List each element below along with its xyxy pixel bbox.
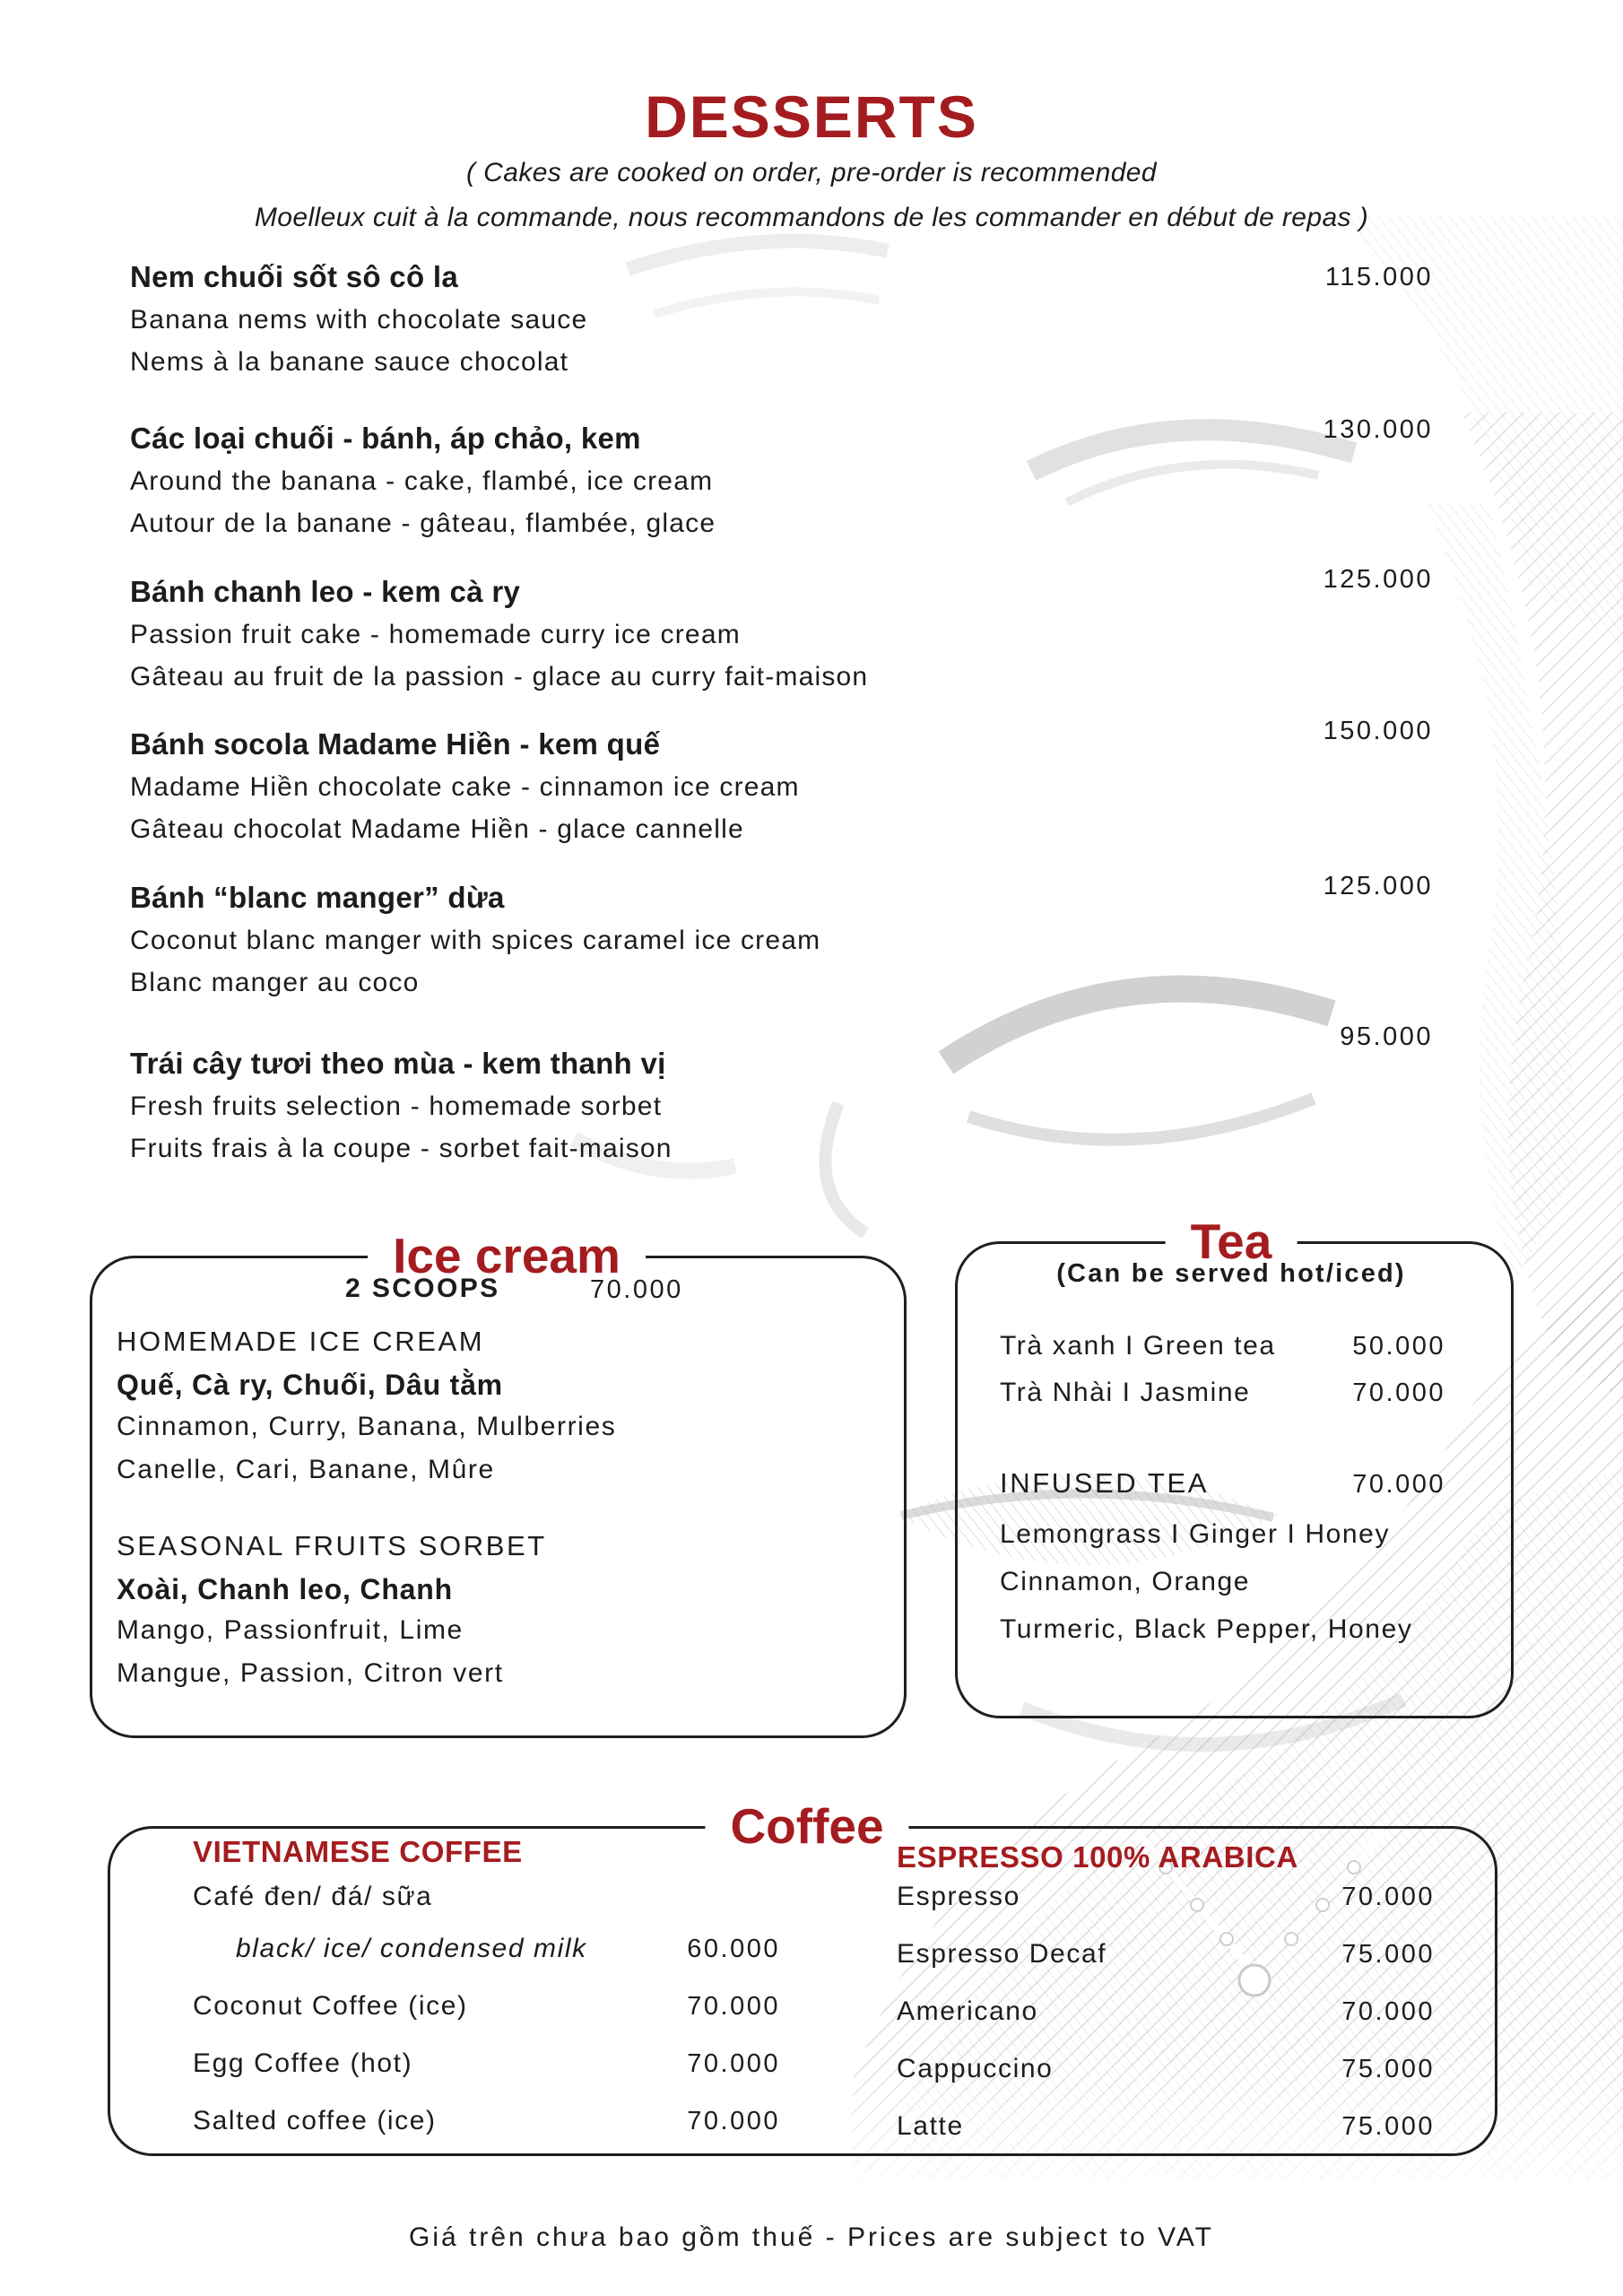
coffee-item-row [897, 2111, 1435, 2142]
ice-cream-section-title: Ice cream [368, 1227, 646, 1284]
vietnamese-coffee-heading: VIETNAMESE COFFEE [193, 1835, 523, 1868]
coffee-item-price: 75.000 [1341, 1940, 1435, 1969]
coffee-item-row [897, 1939, 1435, 1970]
dessert-name-vi: Trái cây tươi theo mùa - kem thanh vị [130, 1047, 666, 1080]
infused-tea-line: Turmeric, Black Pepper, Honey [1000, 1614, 1413, 1644]
dessert-item [130, 570, 868, 698]
tea-item-name: Trà xanh I Green tea [1000, 1331, 1276, 1361]
infused-tea-price: 70.000 [1352, 1470, 1445, 1499]
ice-cream-flavors-vi: Quế, Cà ry, Chuối, Dâu tằm [117, 1369, 503, 1401]
coffee-item-row [897, 1996, 1435, 2027]
sorbet-flavors-en: Mango, Passionfruit, Lime [117, 1615, 464, 1645]
coffee-item-sub: black/ ice/ condensed milk [236, 1934, 587, 1963]
dessert-name-fr: Gâteau au fruit de la passion - glace au curry fait-maison [130, 662, 869, 691]
sorbet-group-label: SEASONAL FRUITS SORBET [117, 1530, 547, 1561]
coffee-item-price: 70.000 [1341, 1997, 1435, 2026]
header-note-fr: Moelleux cuit à la commande, nous recommandons de les commander en début de repas ) [254, 203, 1369, 232]
infused-tea-label: INFUSED TEA [1000, 1467, 1210, 1499]
dessert-name-vi: Bánh socola Madame Hiền - kem quế [130, 727, 661, 761]
dessert-name-en: Madame Hiền chocolate cake - cinnamon ice cream [130, 772, 800, 802]
infused-tea-line: Cinnamon, Orange [1000, 1567, 1251, 1596]
header-note-en: ( Cakes are cooked on order, pre-order is recommended [466, 158, 1157, 187]
coffee-item-row [193, 2106, 780, 2136]
dessert-name-en: Fresh fruits selection - homemade sorbet [130, 1091, 663, 1121]
infused-tea-row [1000, 1467, 1445, 1500]
coffee-section-title: Coffee [705, 1797, 908, 1855]
tea-item-row [1000, 1378, 1445, 1408]
dessert-price: 115.000 [1324, 263, 1433, 291]
dessert-price: 150.000 [1323, 717, 1433, 745]
coffee-item-name: Egg Coffee (hot) [193, 2048, 413, 2078]
sorbet-flavors-vi: Xoài, Chanh leo, Chanh [117, 1573, 453, 1605]
page-title: DESSERTS [645, 83, 978, 150]
coffee-item-row [193, 1991, 780, 2022]
dessert-item [130, 417, 716, 544]
scoops-price: 70.000 [590, 1275, 683, 1304]
tea-item-price: 70.000 [1352, 1378, 1445, 1407]
dessert-price: 125.000 [1323, 872, 1433, 900]
dessert-name-en: Banana nems with chocolate sauce [130, 305, 588, 335]
coffee-item-price: 60.000 [687, 1935, 780, 1963]
coffee-item-row [193, 2048, 780, 2079]
dessert-name-vi: Nem chuối sốt sô cô la [130, 260, 459, 293]
dessert-name-fr: Nems à la banane sauce chocolat [130, 347, 569, 377]
ice-cream-flavors-en: Cinnamon, Curry, Banana, Mulberries [117, 1412, 617, 1441]
tea-item-name: Trà Nhài I Jasmine [1000, 1378, 1251, 1407]
scoops-label: 2 SCOOPS [345, 1274, 500, 1303]
dessert-name-en: Passion fruit cake - homemade curry ice cream [130, 620, 741, 649]
coffee-item-name: Latte [897, 2111, 964, 2141]
infused-tea-line: Lemongrass I Ginger I Honey [1000, 1519, 1391, 1549]
coffee-item-name: Salted coffee (ice) [193, 2106, 437, 2135]
dessert-name-vi: Bánh chanh leo - kem cà ry [130, 575, 521, 608]
coffee-item-price: 70.000 [687, 2049, 780, 2078]
coffee-item-name: Café đen/ đá/ sữa [193, 1882, 433, 1911]
dessert-name-fr: Blanc manger au coco [130, 968, 420, 997]
coffee-item-name: Espresso Decaf [897, 1939, 1107, 1969]
coffee-item-name: Cappuccino [897, 2054, 1054, 2083]
coffee-item-name: Americano [897, 1996, 1038, 2026]
coffee-item-row [897, 1882, 1435, 1912]
coffee-item-price: 75.000 [1341, 2112, 1435, 2141]
coffee-item-row [897, 2054, 1435, 2084]
dessert-price: 125.000 [1323, 565, 1433, 594]
tea-note: (Can be served hot/iced) [1056, 1259, 1406, 1288]
dessert-name-vi: Bánh “blanc manger” dừa [130, 881, 505, 914]
coffee-item-price: 75.000 [1341, 2055, 1435, 2083]
tea-item-price: 50.000 [1352, 1332, 1445, 1361]
dessert-price: 130.000 [1323, 415, 1433, 444]
coffee-item-name: Espresso [897, 1882, 1020, 1911]
dessert-name-vi: Các loại chuối - bánh, áp chảo, kem [130, 422, 641, 455]
dessert-item [130, 1042, 673, 1170]
sorbet-flavors-fr: Mangue, Passion, Citron vert [117, 1658, 504, 1688]
coffee-item-price: 70.000 [687, 2107, 780, 2135]
coffee-item-row [193, 1934, 780, 1964]
tea-section-title: Tea [1166, 1213, 1298, 1270]
dessert-name-en: Coconut blanc manger with spices caramel ice cream [130, 926, 821, 955]
dessert-item [130, 256, 587, 383]
dessert-name-fr: Gâteau chocolat Madame Hiền - glace cannelle [130, 814, 744, 844]
dessert-name-fr: Fruits frais à la coupe - sorbet fait-maison [130, 1134, 673, 1163]
ice-cream-flavors-fr: Canelle, Cari, Banane, Mûre [117, 1455, 495, 1484]
coffee-item-price: 70.000 [1341, 1883, 1435, 1911]
dessert-item [130, 723, 800, 850]
tea-item-row [1000, 1331, 1445, 1361]
espresso-heading: ESPRESSO 100% ARABICA [897, 1840, 1298, 1874]
coffee-item-price: 70.000 [687, 1992, 780, 2021]
dessert-name-en: Around the banana - cake, flambé, ice cream [130, 466, 714, 496]
dessert-name-fr: Autour de la banane - gâteau, flambée, glace [130, 509, 716, 538]
ice-cream-group-label: HOMEMADE ICE CREAM [117, 1326, 485, 1357]
coffee-item-name: Coconut Coffee (ice) [193, 1991, 468, 2021]
dessert-item [130, 876, 820, 1004]
dessert-price: 95.000 [1340, 1022, 1433, 1051]
vat-note: Giá trên chưa bao gồm thuế - Prices are subject to VAT [409, 2222, 1214, 2252]
